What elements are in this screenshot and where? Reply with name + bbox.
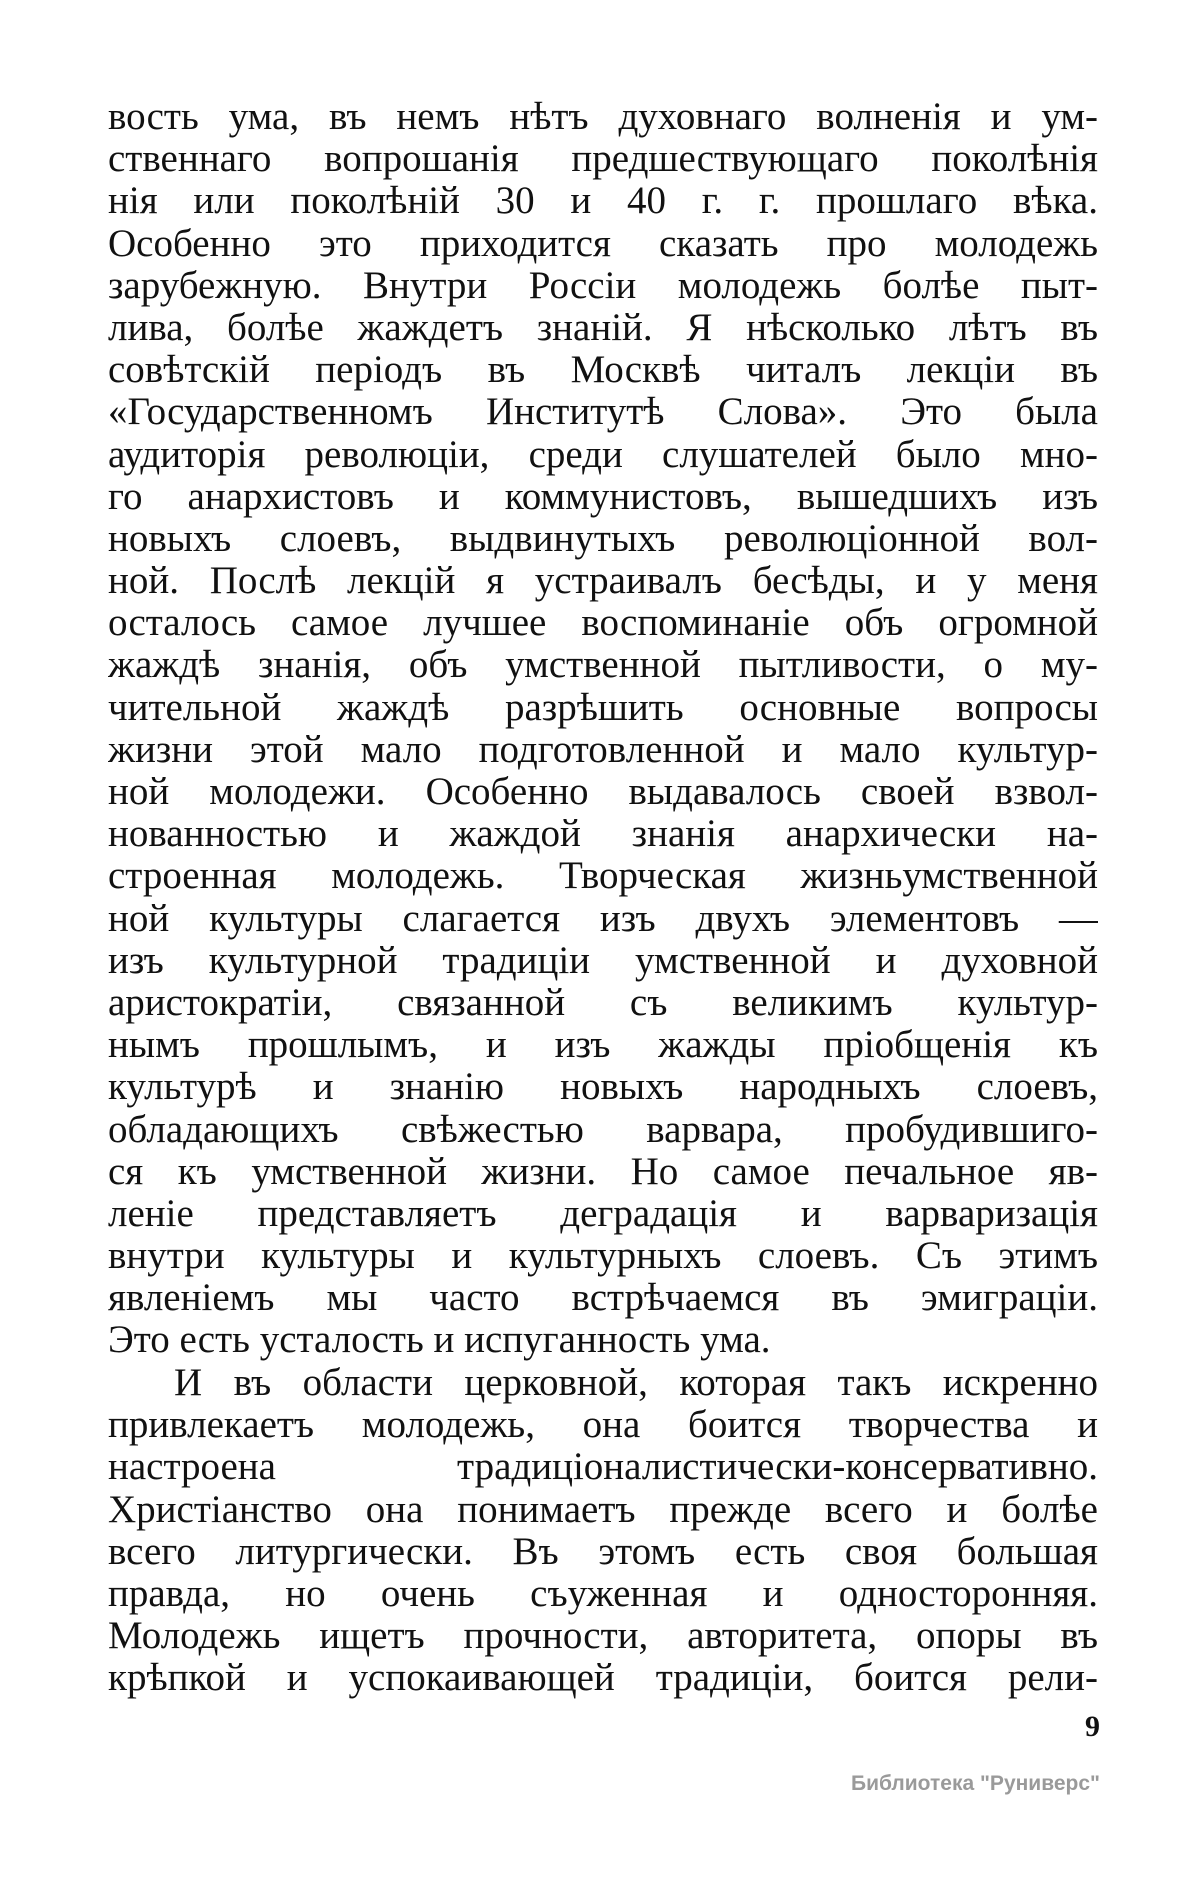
- text-line: нованностью и жаждой знанія анархически на-: [108, 813, 1098, 856]
- text-line: зарубежную. Внутри Россіи молодежь болѣе пыт-: [108, 264, 1098, 307]
- text-line: изъ культурной традиціи умственной и духовной: [108, 939, 1098, 982]
- text-line: внутри культуры и культурныхъ слоевъ. Съ этимъ: [108, 1235, 1098, 1278]
- text-line: леніе представляетъ деградація и варваризація: [108, 1192, 1098, 1235]
- text-line: жаждѣ знанія, объ умственной пытливости, о му-: [108, 644, 1098, 687]
- text-line: строенная молодежь. Творческая жизньумственной: [108, 855, 1098, 898]
- text-line: совѣтскій періодъ въ Москвѣ читалъ лекціи въ: [108, 349, 1098, 392]
- library-watermark: Библиотека "Руниверс": [850, 1772, 1100, 1795]
- text-line: нымъ прошлымъ, и изъ жажды пріобщенія къ: [108, 1024, 1098, 1067]
- text-line: Христіанство она понимаетъ прежде всего и болѣе: [108, 1488, 1098, 1531]
- text-line: ся къ умственной жизни. Но самое печальное яв-: [108, 1150, 1098, 1193]
- text-line: всего литургически. Въ этомъ есть своя большая: [108, 1530, 1098, 1573]
- text-line: аудиторія революціи, среди слушателей было мно-: [108, 433, 1098, 476]
- paragraph-1: [108, 96, 1098, 1362]
- text-line: нія или поколѣній 30 и 40 г. г. прошлаго вѣка.: [108, 180, 1098, 223]
- text-line: вость ума, въ немъ нѣтъ духовнаго волненія и ум-: [108, 96, 1098, 138]
- text-line: настроена традиціоналистически-консервативно.: [108, 1446, 1098, 1489]
- text-line: чительной жаждѣ разрѣшить основные вопросы: [108, 686, 1098, 729]
- text-line: И въ области церковной, которая такъ искренно: [174, 1362, 1098, 1404]
- text-line: ной культуры слагается изъ двухъ элементовъ —: [108, 897, 1098, 940]
- text-line: обладающихъ свѣжестью варвара, пробудившиго-: [108, 1108, 1098, 1151]
- text-line: го анархистовъ и коммунистовъ, вышедшихъ изъ: [108, 475, 1098, 518]
- text-line: ственнаго вопрошанія предшествующаго поколѣнія: [108, 138, 1098, 181]
- text-line: крѣпкой и успокаивающей традиціи, боится рели-: [108, 1657, 1098, 1700]
- text-line: явленіемъ мы часто встрѣчаемся въ эмиграціи.: [108, 1277, 1098, 1320]
- text-line: Особенно это приходится сказать про молодежь: [108, 222, 1098, 265]
- text-line: «Государственномъ Институтѣ Слова». Это была: [108, 391, 1098, 434]
- text-line: привлекаетъ молодежь, она боится творчества и: [108, 1404, 1098, 1447]
- paragraph-2: [108, 1362, 1098, 1700]
- text-line: правда, но очень съуженная и односторонняя.: [108, 1572, 1098, 1615]
- text-line: ной молодежи. Особенно выдавалось своей взвол-: [108, 771, 1098, 813]
- text-line: лива, болѣе жаждетъ знаній. Я нѣсколько лѣтъ въ: [108, 306, 1098, 349]
- page-number: 9: [1085, 1710, 1100, 1743]
- text-line: Молодежь ищетъ прочности, авторитета, опоры въ: [108, 1615, 1098, 1658]
- text-line: ной. Послѣ лекцій я устраивалъ бесѣды, и у меня: [108, 560, 1098, 603]
- text-line: Это есть усталость и испуганность ума.: [108, 1319, 771, 1362]
- text-line: осталось самое лучшее воспоминаніе объ огромной: [108, 602, 1098, 645]
- text-line: аристократіи, связанной съ великимъ культур-: [108, 981, 1098, 1024]
- text-line: жизни этой мало подготовленной и мало культур-: [108, 728, 1098, 771]
- text-line: культурѣ и знанію новыхъ народныхъ слоевъ,: [108, 1066, 1098, 1109]
- text-line: новыхъ слоевъ, выдвинутыхъ революціонной вол-: [108, 517, 1098, 560]
